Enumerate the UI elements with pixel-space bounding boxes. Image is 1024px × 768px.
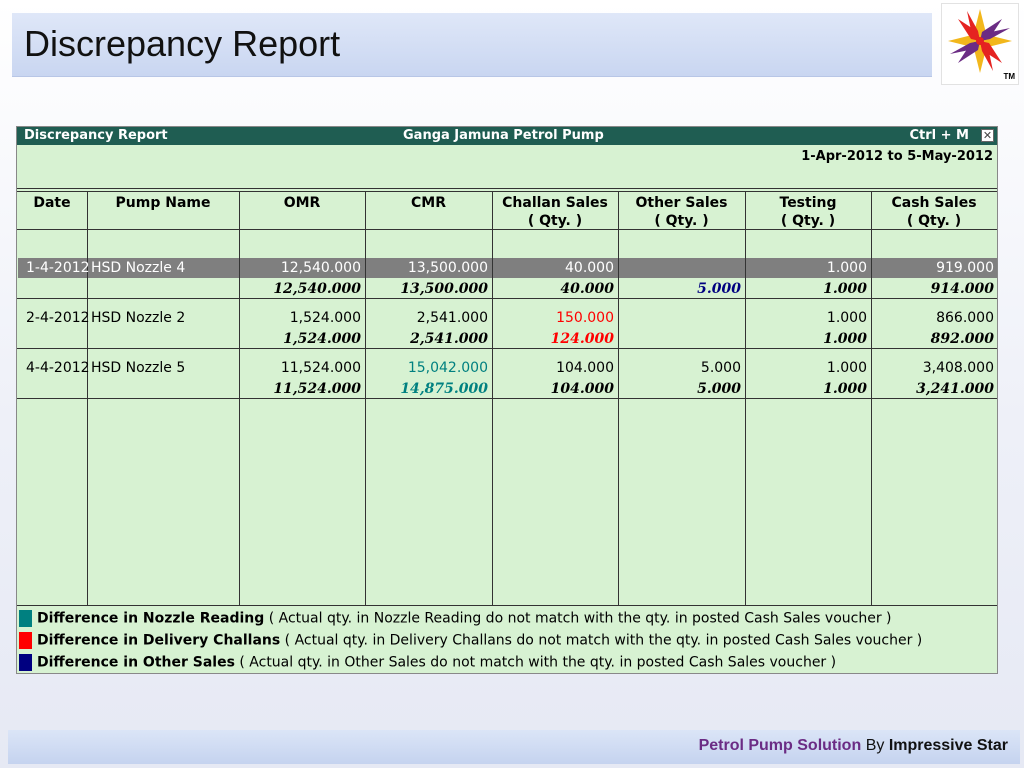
cell-pump-name: HSD Nozzle 4 xyxy=(91,260,186,276)
cell-cmr: 2,541.000 xyxy=(416,310,488,326)
footer-credit xyxy=(699,737,1008,755)
cell-omr: 12,540.000 xyxy=(280,260,361,276)
report-period: 1-Apr-2012 to 5-May-2012 xyxy=(801,149,993,164)
cell-cash: 3,408.000 xyxy=(922,360,994,376)
col-divider xyxy=(745,191,746,605)
rule-row-1 xyxy=(17,298,997,299)
legend-nozzle-reading: Difference in Nozzle Reading ( Actual qty. in Nozzle Reading do not match with the qty. in posted Cash Sales voucher ) xyxy=(19,610,892,627)
cell-cmr: 15,042.000 xyxy=(407,360,488,376)
cell-date: 4-4-2012 xyxy=(26,360,90,376)
legend-delivery-challans: Difference in Delivery Challans ( Actual qty. in Delivery Challans do not match with the qty. in posted Cash Sales voucher ) xyxy=(19,632,922,649)
close-icon[interactable]: ✕ xyxy=(982,129,993,142)
col-divider xyxy=(365,191,366,605)
rule-header-top-double xyxy=(17,191,997,192)
cell-total-cash: 892.000 xyxy=(930,331,994,347)
col-divider xyxy=(239,191,240,605)
company-logo xyxy=(941,3,1019,85)
column-header-other-sales[interactable]: Other Sales ( Qty. ) xyxy=(635,195,728,229)
report-window xyxy=(16,126,998,674)
cell-total-testing: 1.000 xyxy=(823,281,867,297)
rule-legend-top xyxy=(17,605,997,606)
column-header-date[interactable]: Date xyxy=(33,195,71,211)
column-header-omr[interactable]: OMR xyxy=(283,195,321,211)
company-name: Ganga Jamuna Petrol Pump xyxy=(403,128,604,143)
star-logo-icon xyxy=(944,6,1016,76)
report-name: Discrepancy Report xyxy=(24,128,168,143)
column-header-cmr[interactable]: CMR xyxy=(411,195,446,211)
shortcut-key: Ctrl + M xyxy=(909,128,969,143)
slide-title: Discrepancy Report xyxy=(24,23,341,64)
col-divider xyxy=(618,191,619,605)
cell-challan: 40.000 xyxy=(565,260,614,276)
cell-total-other: 5.000 xyxy=(697,381,741,397)
cell-challan: 150.000 xyxy=(556,310,614,326)
slide-title-bar xyxy=(12,13,932,77)
cell-challan: 104.000 xyxy=(556,360,614,376)
column-header-challan-sales[interactable]: Challan Sales ( Qty. ) xyxy=(502,195,608,229)
cell-other: 5.000 xyxy=(700,360,741,376)
rule-row-3 xyxy=(17,398,997,399)
legend-other-sales: Difference in Other Sales ( Actual qty. in Other Sales do not match with the qty. in posted Cash Sales voucher ) xyxy=(19,654,836,671)
slide-footer xyxy=(8,730,1020,764)
cell-total-challan: 40.000 xyxy=(560,281,614,297)
col-divider xyxy=(492,191,493,605)
cell-total-testing: 1.000 xyxy=(823,331,867,347)
cell-total-cash: 3,241.000 xyxy=(916,381,994,397)
cell-testing: 1.000 xyxy=(826,260,867,276)
cell-date: 2-4-2012 xyxy=(26,310,90,326)
column-header-cash-sales[interactable]: Cash Sales ( Qty. ) xyxy=(891,195,977,229)
cell-total-omr: 1,524.000 xyxy=(283,331,361,347)
rule-header-top xyxy=(17,188,997,189)
column-header-testing[interactable]: Testing ( Qty. ) xyxy=(779,195,837,229)
window-header xyxy=(17,127,997,145)
footer-company: Impressive Star xyxy=(888,737,1008,754)
footer-product: Petrol Pump Solution xyxy=(698,737,862,754)
rule-row-2 xyxy=(17,348,997,349)
col-divider xyxy=(87,191,88,605)
cell-cash: 866.000 xyxy=(936,310,994,326)
cell-total-cmr: 14,875.000 xyxy=(400,381,488,397)
cell-total-testing: 1.000 xyxy=(823,381,867,397)
teal-swatch-icon xyxy=(19,610,32,627)
cell-testing: 1.000 xyxy=(826,310,867,326)
col-divider xyxy=(871,191,872,605)
red-swatch-icon xyxy=(19,632,32,649)
cell-total-challan: 104.000 xyxy=(550,381,614,397)
footer-by: By xyxy=(865,737,885,754)
cell-date: 1-4-2012 xyxy=(26,260,90,276)
cell-total-omr: 11,524.000 xyxy=(273,381,361,397)
cell-omr: 1,524.000 xyxy=(289,310,361,326)
cell-total-other: 5.000 xyxy=(697,281,741,297)
cell-testing: 1.000 xyxy=(826,360,867,376)
navy-swatch-icon xyxy=(19,654,32,671)
cell-cash: 919.000 xyxy=(936,260,994,276)
cell-omr: 11,524.000 xyxy=(280,360,361,376)
cell-total-cmr: 2,541.000 xyxy=(410,331,488,347)
trademark-mark: TM xyxy=(1003,72,1015,81)
cell-total-cash: 914.000 xyxy=(930,281,994,297)
column-header-pump-name[interactable]: Pump Name xyxy=(115,195,211,211)
cell-total-challan: 124.000 xyxy=(550,331,614,347)
cell-pump-name: HSD Nozzle 5 xyxy=(91,360,186,376)
cell-total-omr: 12,540.000 xyxy=(273,281,361,297)
cell-pump-name: HSD Nozzle 2 xyxy=(91,310,186,326)
cell-cmr: 13,500.000 xyxy=(407,260,488,276)
cell-total-cmr: 13,500.000 xyxy=(400,281,488,297)
